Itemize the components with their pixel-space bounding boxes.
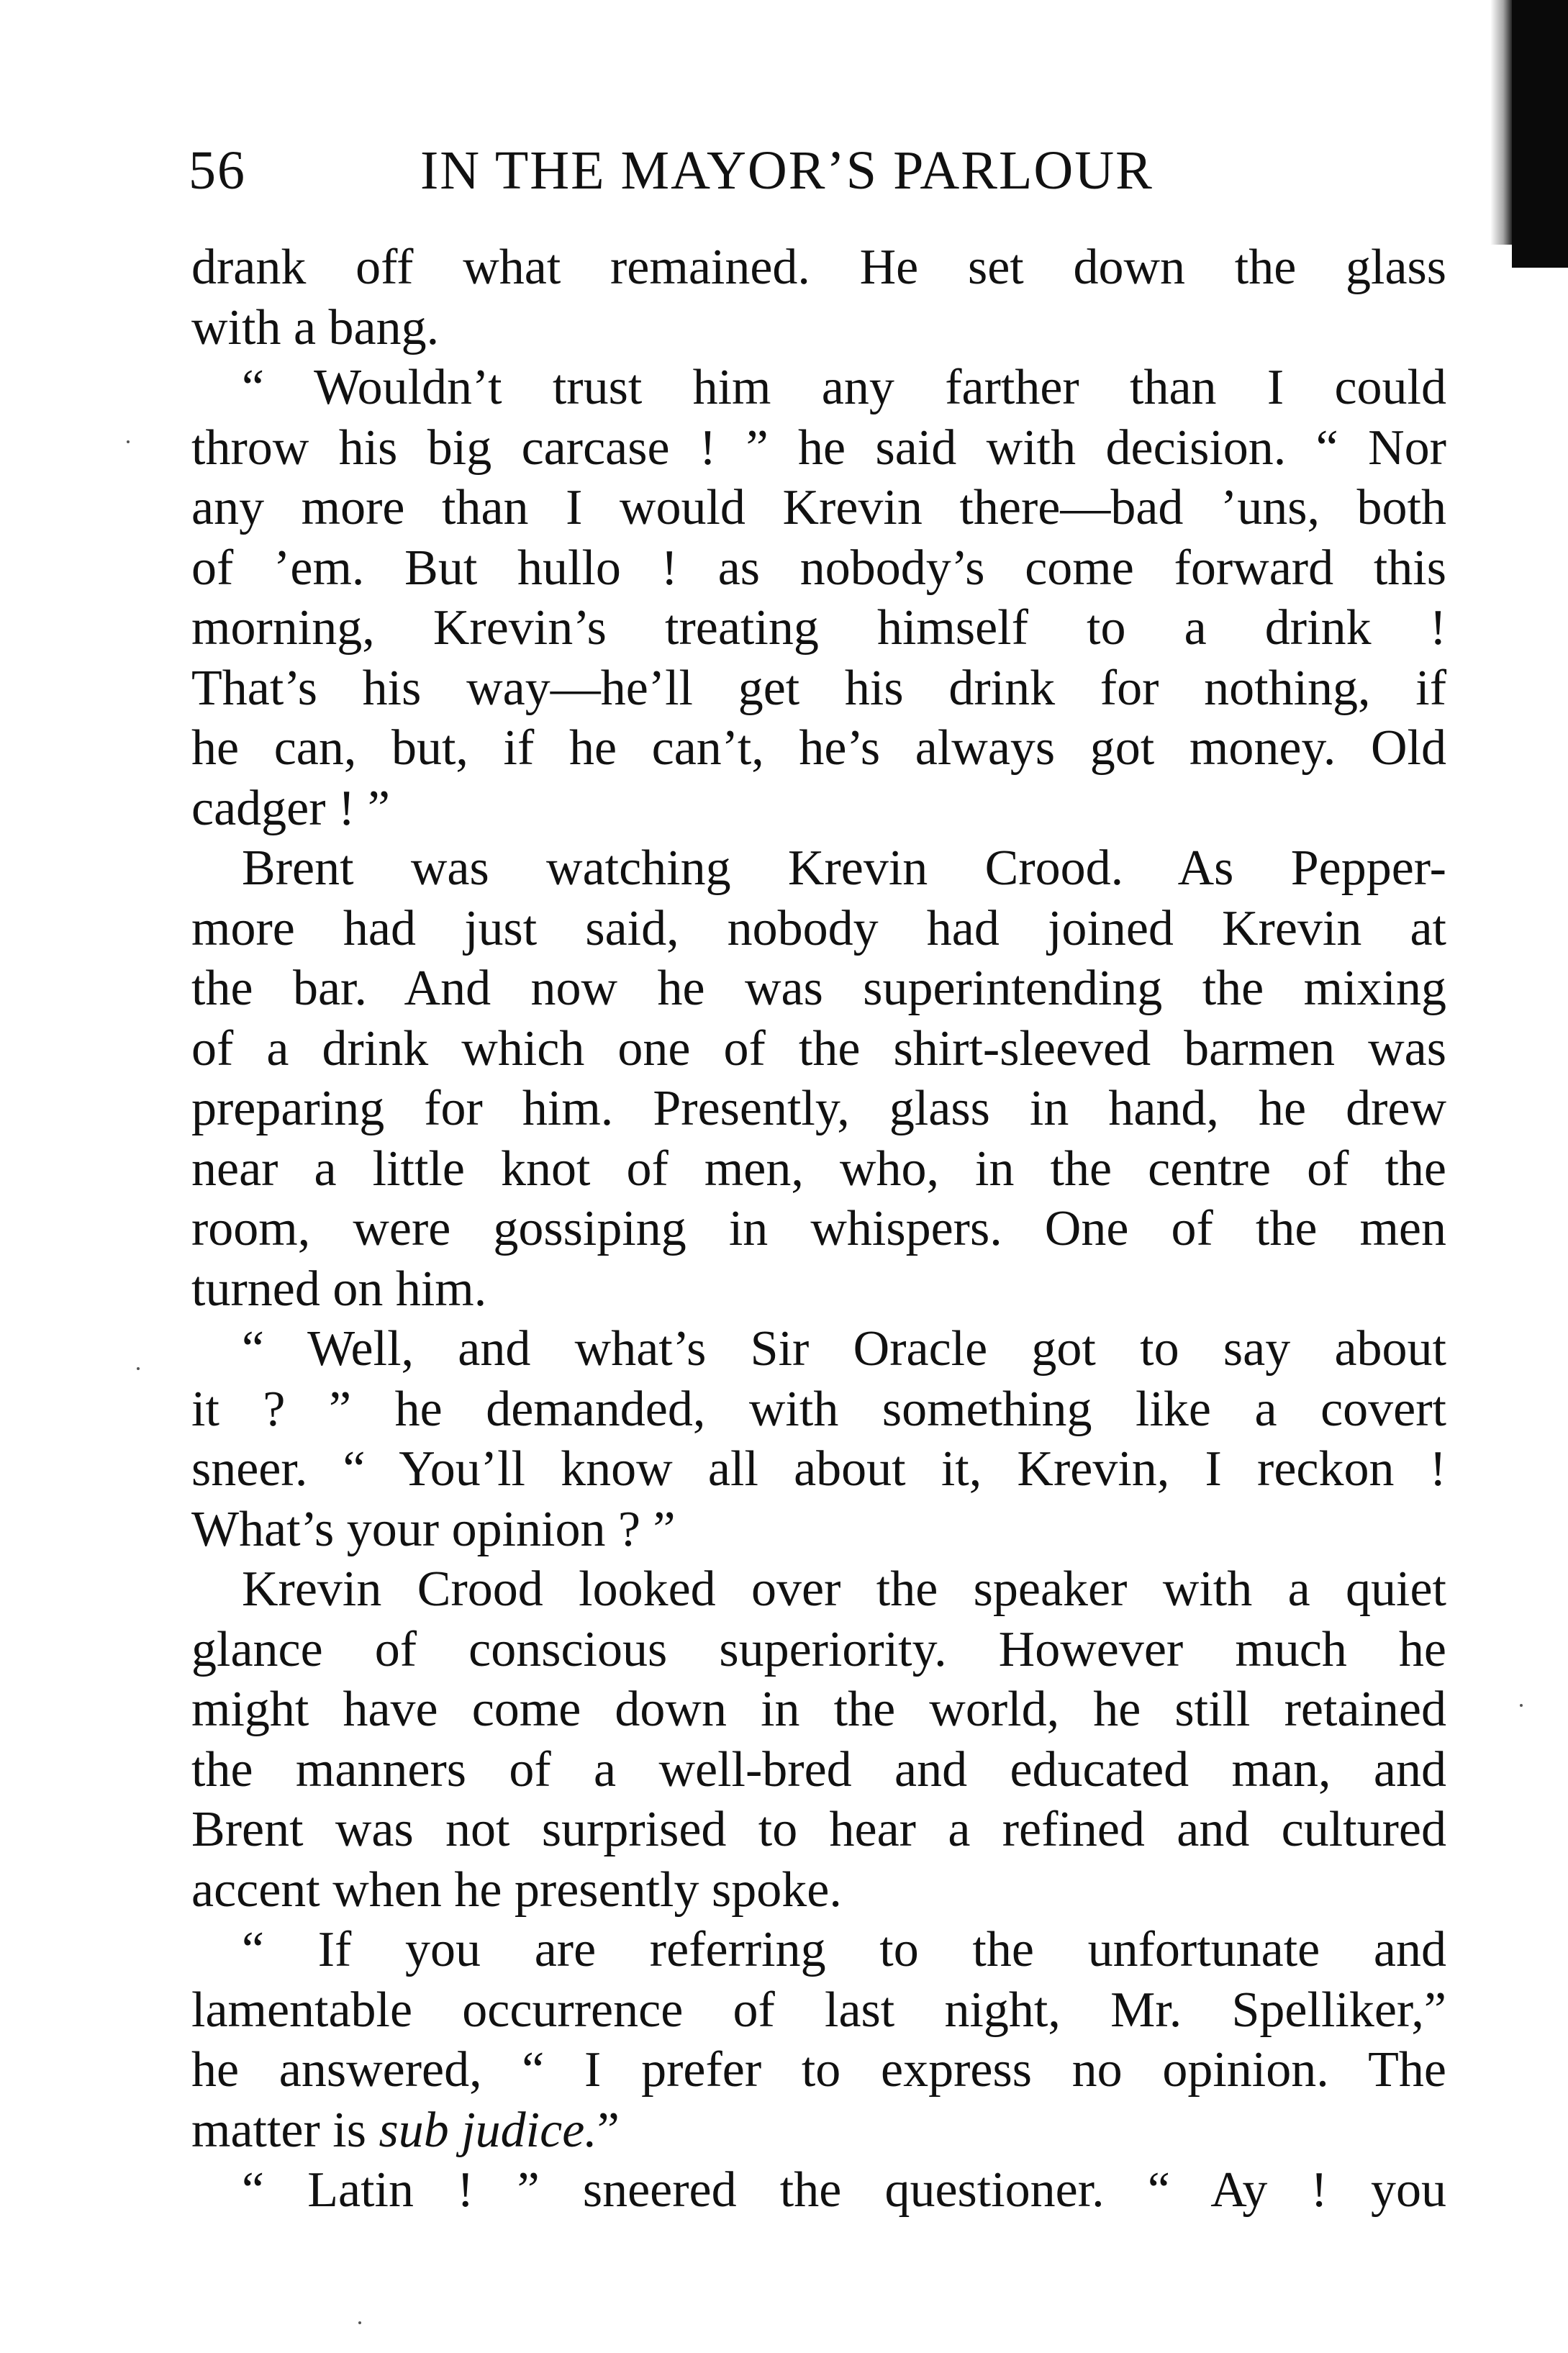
text-line: any more than I would Krevin there—bad ’uns, both (191, 480, 1446, 535)
page-header (189, 131, 1441, 210)
text-line: “ Well, and what’s Sir Oracle got to say about (242, 1321, 1446, 1377)
closing-quote: ” (597, 2102, 620, 2158)
text-line: of ’em. But hullo ! as nobody’s come forward this (191, 540, 1446, 596)
text-line: throw his big carcase ! ” he said with decision. “ Nor (191, 420, 1446, 476)
text-line: sneer. “ You’ll know all about it, Krevin, I reckon ! (191, 1441, 1446, 1497)
text-line: preparing for him. Presently, glass in hand, he drew (191, 1081, 1446, 1136)
text-line: near a little knot of men, who, in the centre of the (191, 1141, 1446, 1197)
text-line: “ Wouldn’t trust him any farther than I could (242, 360, 1446, 415)
text-line: room, were gossiping in whispers. One of the men (191, 1201, 1446, 1256)
text-line: might have come down in the world, he still retained (191, 1682, 1446, 1737)
scan-shadow-fringe (1490, 0, 1512, 245)
text-line: glance of conscious superiority. However much he (191, 1621, 1446, 1677)
text-line: Brent was watching Krevin Crood. As Pepper- (242, 840, 1446, 896)
text-line: “ If you are referring to the unfortunate and (242, 1922, 1446, 1977)
text-line: turned on him. (191, 1261, 487, 1317)
text-line: the bar. And now he was superintending the mixing (191, 961, 1446, 1016)
text-line (191, 2100, 1446, 2161)
scan-shadow-edge (1512, 0, 1568, 268)
text-line: more had just said, nobody had joined Krevin at (191, 900, 1446, 956)
text-line: he can, but, if he can’t, he’s always got money. Old (191, 720, 1446, 776)
body-text (191, 237, 1446, 2221)
scan-speck (1520, 1704, 1523, 1707)
text-line: accent when he presently spoke. (191, 1862, 842, 1918)
text-line: morning, Krevin’s treating himself to a drink ! (191, 600, 1446, 656)
scan-speck (137, 1367, 140, 1370)
text-line: cadger ! ” (191, 780, 390, 836)
line-text: matter is (191, 2102, 379, 2158)
text-line: of a drink which one of the shirt-sleeved barmen was (191, 1020, 1446, 1076)
italic-phrase: sub judice. (379, 2102, 597, 2158)
text-line: Brent was not surprised to hear a refined and cultured (191, 1802, 1446, 1857)
text-line: “ Latin ! ” sneered the questioner. “ Ay ! you (242, 2162, 1446, 2218)
text-line: drank off what remained. He set down the glass (191, 240, 1446, 295)
text-line: he answered, “ I prefer to express no opinion. The (191, 2042, 1446, 2098)
scan-speck (358, 2321, 361, 2324)
text-line: What’s your opinion ? ” (191, 1501, 676, 1557)
text-line: the manners of a well-bred and educated man, and (191, 1741, 1446, 1797)
scan-speck (127, 440, 130, 443)
text-line: with a bang. (191, 299, 440, 355)
text-line: lamentable occurrence of last night, Mr. Spelliker,” (191, 1982, 1446, 2038)
text-line: That’s his way—he’ll get his drink for nothing, if (191, 660, 1446, 716)
text-line: it ? ” he demanded, with something like a covert (191, 1381, 1446, 1437)
running-title: IN THE MAYOR’S PARLOUR (420, 140, 1154, 201)
text-line: Krevin Crood looked over the speaker with a quiet (242, 1561, 1446, 1617)
page-number: 56 (189, 140, 246, 201)
